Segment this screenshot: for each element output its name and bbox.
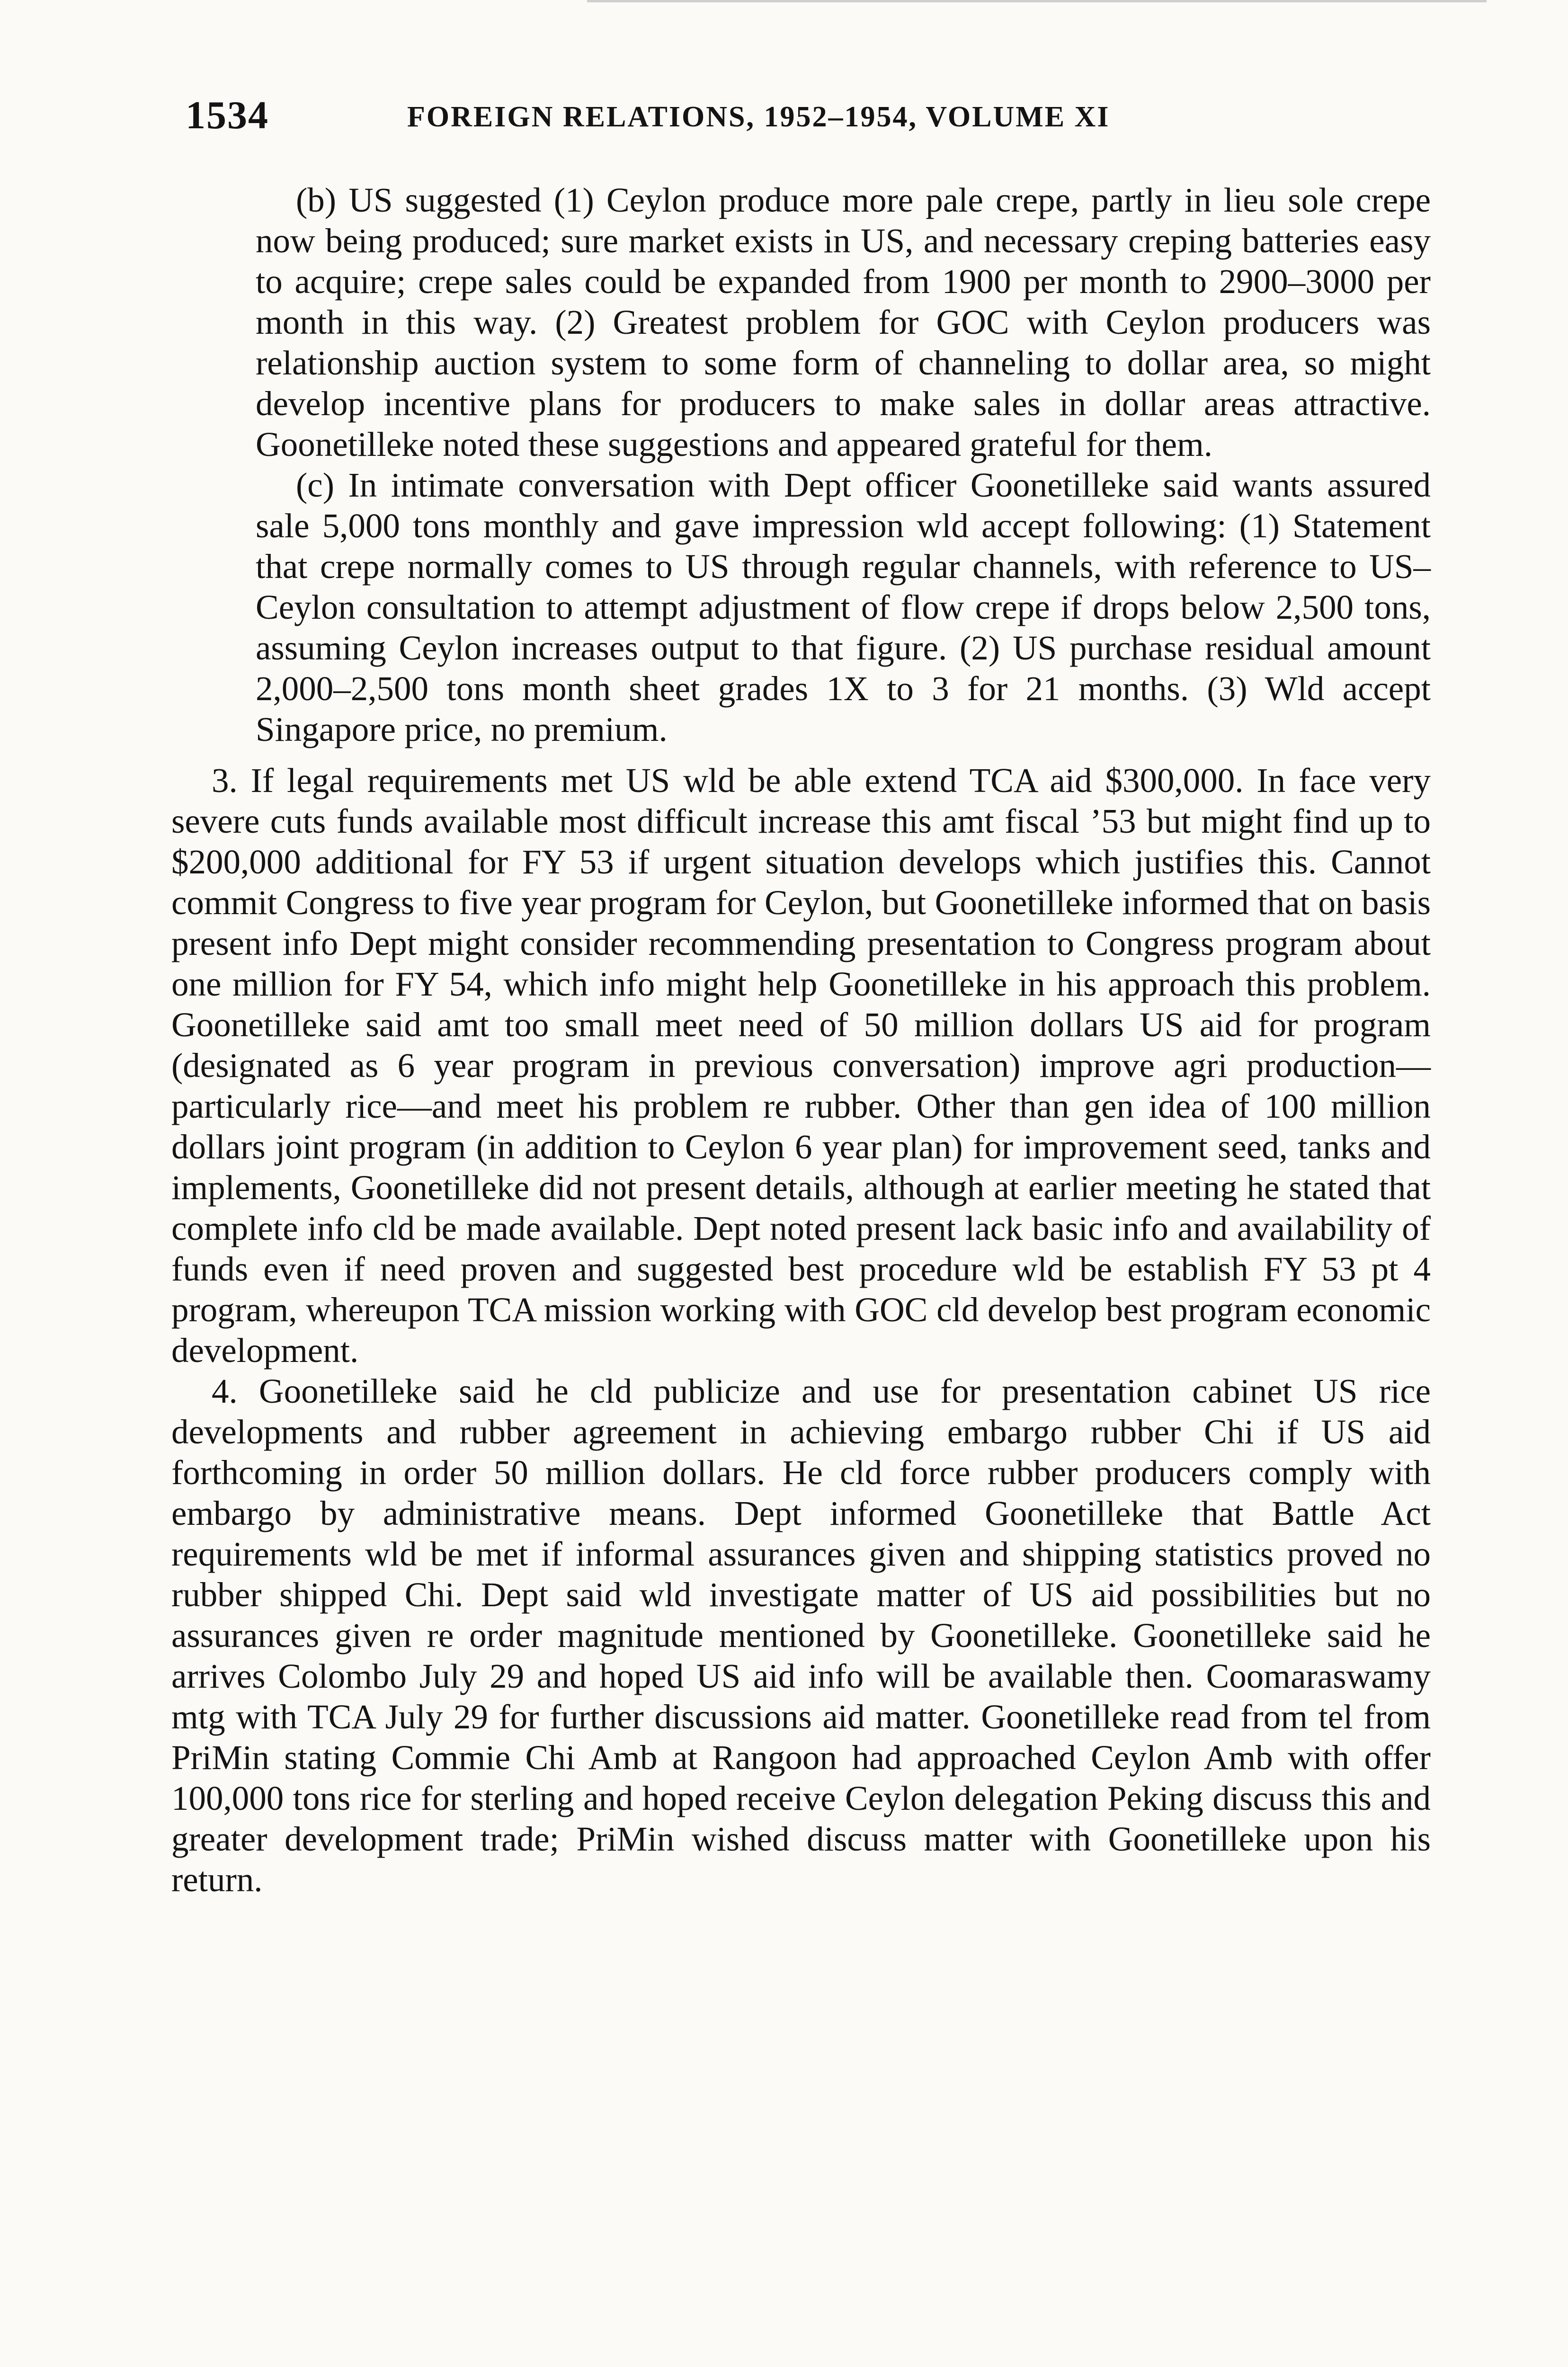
paragraph-2c: (c) In intimate conversation with Dept officer Goonetilleke said wants assured sale 5,000 tons monthly and gave impression wld accept following: (1) Statement that crepe normally comes to US through regular channels, with reference to US–Ceylon consultation to attempt adjustment of flow crepe if drops below 2,500 tons, assuming Ceylon increases output to that figure. (2) US purchase residual amount 2,000–2,500 tons month sheet grades 1X to 3 for 21 months. (3) Wld accept Singapore price, no premium.	[256, 466, 1431, 748]
paragraph-2b: (b) US suggested (1) Ceylon produce more pale crepe, partly in lieu sole crepe now being produced; sure market exists in US, and necessary creping batteries easy to acquire; crepe sales could be expanded from 1900 per month to 2900–3000 per month in this way. (2) Greatest problem for GOC with Ceylon producers was relationship auction system to some form of channeling to dollar area, so might develop incentive plans for producers to make sales in dollar areas attractive. Goonetilleke noted these suggestions and appeared grateful for them.	[256, 181, 1431, 463]
document-body	[171, 180, 1431, 1900]
page-number: 1534	[186, 93, 269, 137]
paragraph-4: 4. Goonetilleke said he cld publicize and use for presentation cabinet US rice developments and rubber agreement in achieving embargo rubber Chi if US aid forthcoming in order 50 million dollars. He cld force rubber producers comply with embargo by administrative means. Dept informed Goonetilleke that Battle Act requirements wld be met if informal assurances given and shipping statistics proved no rubber shipped Chi. Dept said wld investigate matter of US aid possibilities but no assurances given re order magnitude mentioned by Goonetilleke. Goonetilleke said he arrives Colombo July 29 and hoped US aid info will be available then. Coomaraswamy mtg with TCA July 29 for further discussions aid matter. Goonetilleke read from tel from PriMin stating Commie Chi Amb at Rangoon had approached Ceylon Amb with offer 100,000 tons rice for sterling and hoped receive Ceylon delegation Peking discuss this and greater development trade; PriMin wished discuss matter with Goonetilleke upon his return.	[171, 1372, 1431, 1899]
running-head: FOREIGN RELATIONS, 1952–1954, VOLUME XI	[407, 101, 1110, 133]
paragraph-3: 3. If legal requirements met US wld be able extend TCA aid $300,000. In face very severe cuts funds available most difficult increase this amt fiscal ’53 but might find up to $200,000 additional for FY 53 if urgent situation develops which justifies this. Cannot commit Congress to five year program for Ceylon, but Goonetilleke informed that on basis present info Dept might consider recommending presentation to Congress program about one million for FY 54, which info might help Goonetilleke in his approach this problem. Goonetilleke said amt too small meet need of 50 million dollars US aid for program (designated as 6 year program in previous conversation) improve agri production—particularly rice—and meet his problem re rubber. Other than gen idea of 100 million dollars joint program (in addition to Ceylon 6 year plan) for improvement seed, tanks and implements, Goonetilleke did not present details, although at earlier meeting he stated that complete info cld be made available. Dept noted present lack basic info and availability of funds even if need proven and suggested best procedure wld be establish FY 53 pt 4 program, whereupon TCA mission working with GOC cld develop best program economic development.	[171, 761, 1431, 1370]
top-edge-rule	[587, 0, 1487, 2]
